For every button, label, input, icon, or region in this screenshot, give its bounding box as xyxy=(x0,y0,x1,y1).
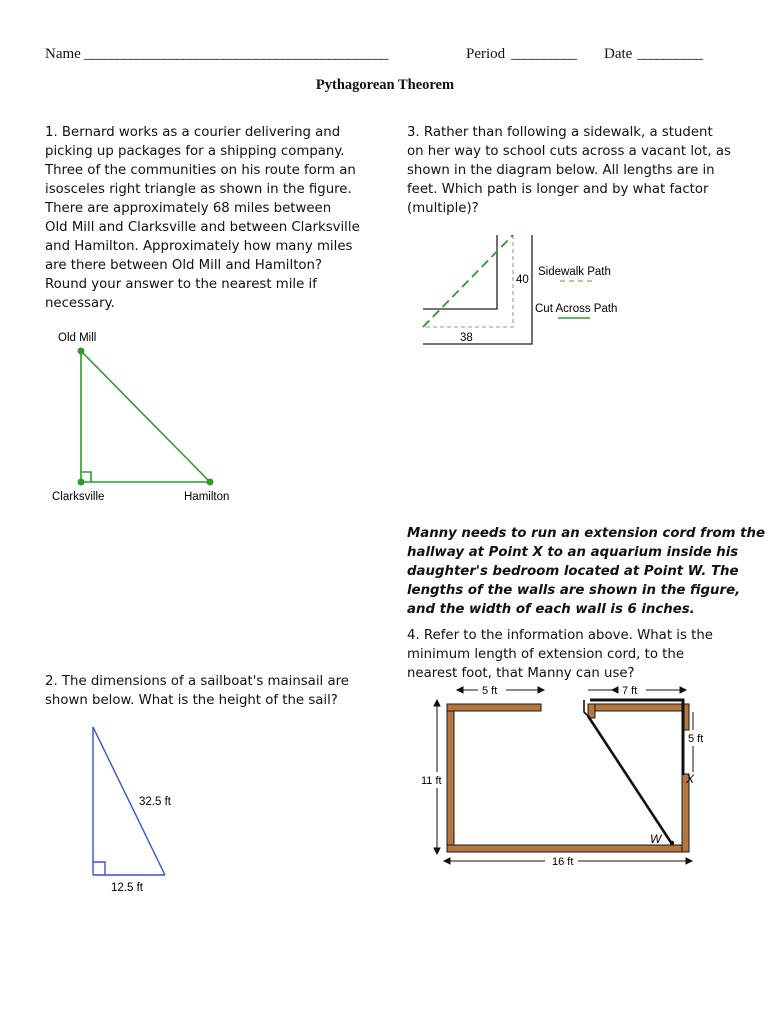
bottom-dimension-label: 16 ft xyxy=(552,856,574,868)
q2-line: shown below. What is the height of the sail? xyxy=(45,693,338,708)
q1-line: There are approximately 68 miles between xyxy=(45,201,332,216)
q3-line: on her way to school cuts across a vacant lot, as xyxy=(407,144,731,159)
legend-cut-label: Cut Across Path xyxy=(535,303,618,315)
extension-cord-line xyxy=(588,716,672,844)
q3-vertical-label: 40 xyxy=(516,274,529,286)
q3-line: (multiple)? xyxy=(407,201,479,216)
date-blank: __________ xyxy=(637,46,702,62)
date-label: Date xyxy=(604,46,633,62)
name-label: Name xyxy=(45,46,81,62)
point-x-label: X xyxy=(686,772,695,786)
legend-sidewalk-label: Sidewalk Path xyxy=(538,266,611,278)
left-dimension-label: 11 ft xyxy=(421,775,442,787)
manny-line: daughter's bedroom located at Point W. The xyxy=(407,564,739,579)
page-title: Pythagorean Theorem xyxy=(315,77,455,93)
point-w-label: W xyxy=(650,832,662,846)
hamilton-label: Hamilton xyxy=(184,491,230,503)
period-blank: __________ xyxy=(511,46,576,62)
q1-line: and Hamilton. Approximately how many miles xyxy=(45,239,353,254)
q4-line: 4. Refer to the information above. What is the xyxy=(407,628,713,643)
q3-line: shown in the diagram below. All lengths are in xyxy=(407,163,715,178)
q1-line: are there between Old Mill and Hamilton? xyxy=(45,258,323,273)
manny-line: hallway at Point X to an aquarium inside his xyxy=(407,545,739,560)
q4-line: minimum length of extension cord, to the xyxy=(407,647,685,662)
period-label: Period xyxy=(466,46,506,62)
q1-line: Round your answer to the nearest mile if xyxy=(45,277,317,292)
q3-line: feet. Which path is longer and by what factor xyxy=(407,182,709,197)
q1-line: Old Mill and Clarksville and between Clarksville xyxy=(45,220,360,235)
top-right-dimension-label: 7 ft xyxy=(622,685,638,697)
right-dimension-label: 5 ft xyxy=(688,733,704,745)
q1-line: 1. Bernard works as a courier delivering and xyxy=(45,125,341,140)
q1-line: isosceles right triangle as shown in the figure. xyxy=(45,182,352,197)
room-walls xyxy=(447,704,689,852)
q3-line: 3. Rather than following a sidewalk, a student xyxy=(407,125,713,140)
top-left-dimension-label: 5 ft xyxy=(482,685,498,697)
q1-line: necessary. xyxy=(45,296,115,311)
q4-line: nearest foot, that Manny can use? xyxy=(407,666,635,681)
sail-base-label: 12.5 ft xyxy=(111,882,143,894)
manny-line: Manny needs to run an extension cord from the xyxy=(407,526,765,541)
manny-line: and the width of each wall is 6 inches. xyxy=(407,602,695,617)
name-blank: ______________________________________________ xyxy=(84,46,388,62)
point-w-dot xyxy=(670,841,674,845)
clarksville-label: Clarksville xyxy=(52,491,105,503)
old-mill-label: Old Mill xyxy=(58,332,97,344)
q1-line: Three of the communities on his route form an xyxy=(45,163,356,178)
manny-line: lengths of the walls are shown in the figure, xyxy=(407,583,741,598)
q1-line: picking up packages for a shipping company. xyxy=(45,144,345,159)
q2-line: 2. The dimensions of a sailboat's mainsail are xyxy=(45,674,349,689)
q3-horizontal-label: 38 xyxy=(460,332,473,344)
sail-hypotenuse-label: 32.5 ft xyxy=(139,796,171,808)
